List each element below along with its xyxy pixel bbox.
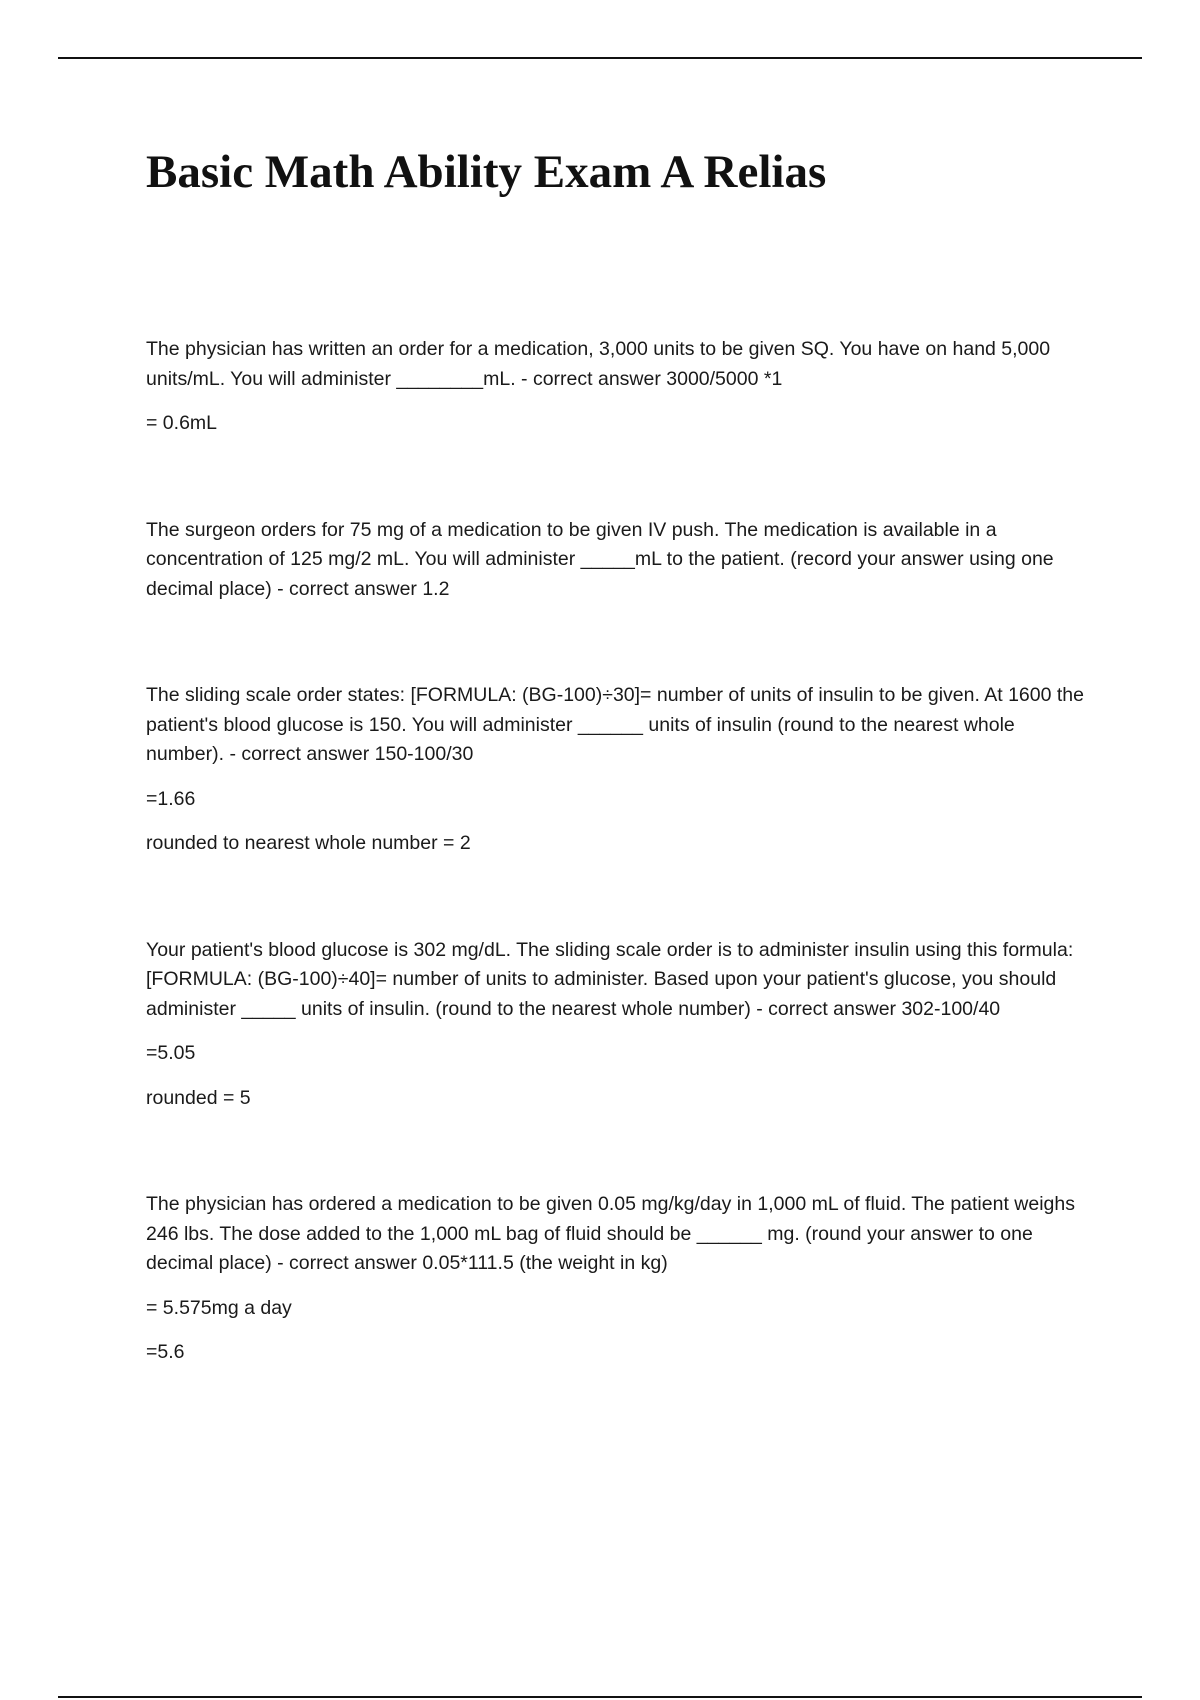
question-list xyxy=(146,335,1086,1368)
answer-step: = 0.6mL xyxy=(146,412,218,434)
question-text: Your patient's blood glucose is 302 mg/dL. The sliding scale order is to administer insulin using this formula: [FORMULA: (BG-100)÷40]= number of units to administer. Based upon your patient's glucose, you should administer _____ units of insulin. (round to the nearest whole number) - correct answer 302-100/40 xyxy=(146,938,1074,1020)
question-item xyxy=(146,681,1086,859)
answer-step: =5.05 xyxy=(146,1042,196,1064)
answer-step: rounded to nearest whole number = 2 xyxy=(146,832,471,854)
header-rule xyxy=(58,57,1142,59)
answer-step: =5.6 xyxy=(146,1341,185,1363)
question-item xyxy=(146,335,1086,439)
question-item xyxy=(146,1190,1086,1368)
question-text: The sliding scale order states: [FORMULA: (BG-100)÷30]= number of units of insulin to be given. At 1600 the patient's blood glucose is 150. You will administer ______ units of insulin (round to the nearest whole number). - correct answer 150-100/30 xyxy=(146,684,1084,765)
document-body xyxy=(146,142,1086,1445)
question-text: The surgeon orders for 75 mg of a medication to be given IV push. The medication is available in a concentration of 125 mg/2 mL. You will administer _____mL to the patient. (record your answer using one decimal place) - correct answer 1.2 xyxy=(146,518,1054,600)
question-item xyxy=(146,516,1086,605)
document-title: Basic Math Ability Exam A Relias xyxy=(146,146,827,198)
answer-step: rounded = 5 xyxy=(146,1086,251,1109)
footer-rule xyxy=(58,1696,1142,1698)
question-text: The physician has written an order for a medication, 3,000 units to be given SQ. You have on hand 5,000 units/mL. You will administer ________mL. - correct answer 3000/5000 *1 xyxy=(146,338,1051,390)
question-text: The physician has ordered a medication to be given 0.05 mg/kg/day in 1,000 mL of fluid. The patient weighs 246 lbs. The dose added to the 1,000 mL bag of fluid should be ______ mg. (round your answer to one decimal place) - correct answer 0.05*111.5 (the weight in kg) xyxy=(146,1193,1075,1274)
answer-step: = 5.575mg a day xyxy=(146,1296,292,1319)
answer-step: =1.66 xyxy=(146,787,196,810)
question-item xyxy=(146,936,1086,1114)
